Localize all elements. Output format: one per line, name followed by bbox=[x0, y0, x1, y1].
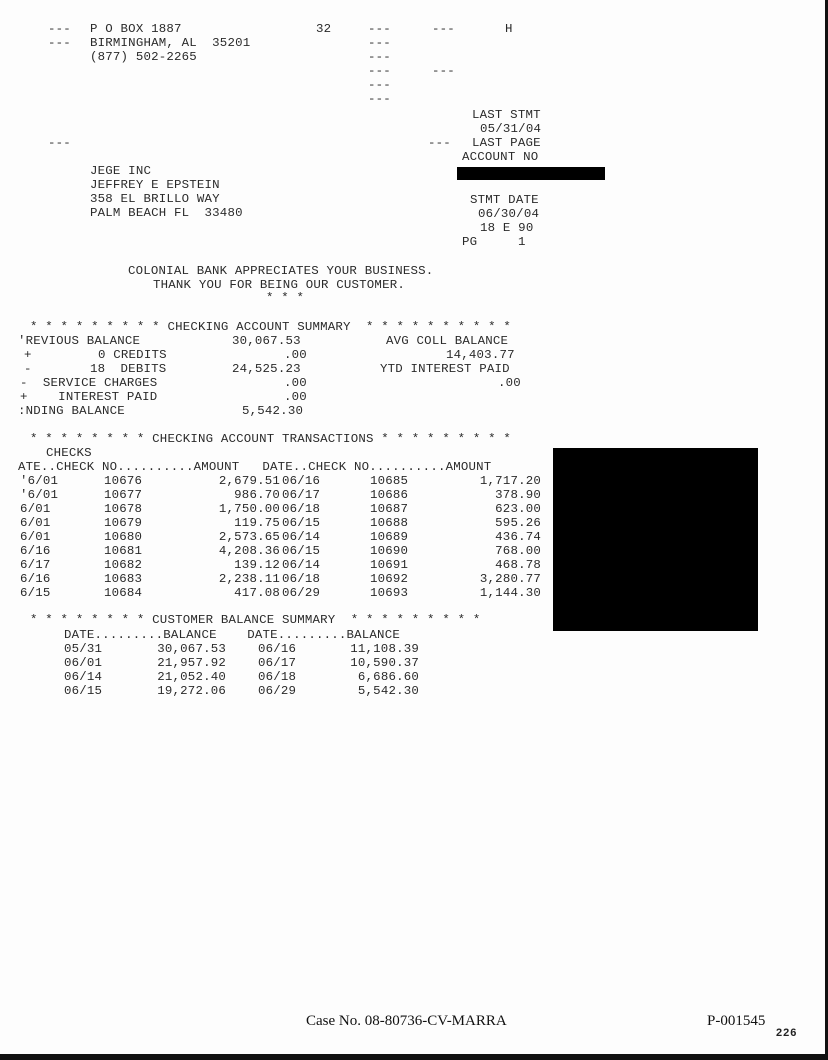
check-date: 06/15 bbox=[282, 544, 321, 558]
bank-phone: (877) 502-2265 bbox=[90, 50, 197, 64]
check-amount: 378.90 bbox=[495, 488, 541, 502]
balance-date: 06/01 bbox=[64, 656, 103, 670]
check-number: 10678 bbox=[104, 502, 143, 516]
balance-amount: 5,542.30 bbox=[357, 684, 419, 698]
check-amount: 3,280.77 bbox=[479, 572, 541, 586]
check-number: 10693 bbox=[370, 586, 409, 600]
check-amount: 1,750.00 bbox=[218, 502, 280, 516]
ending-balance-label: :NDING BALANCE bbox=[18, 404, 125, 418]
check-date: 6/01 bbox=[20, 530, 51, 544]
check-number: 10680 bbox=[104, 530, 143, 544]
check-amount: 436.74 bbox=[495, 530, 541, 544]
page-label: PG bbox=[462, 235, 478, 249]
balance-date: 06/29 bbox=[258, 684, 297, 698]
check-amount: 2,238.11 bbox=[218, 572, 280, 586]
dash-marker: --- bbox=[48, 136, 71, 150]
code-h: H bbox=[505, 22, 513, 36]
avg-coll-balance-label: AVG COLL BALANCE bbox=[386, 334, 509, 348]
customer-name: JEGE INC bbox=[90, 164, 152, 178]
balance-summary-header: * * * * * * * * CUSTOMER BALANCE SUMMARY * * * * * * * * * bbox=[30, 613, 481, 627]
dash-marker: --- bbox=[48, 22, 71, 36]
message-line-2: THANK YOU FOR BEING OUR CUSTOMER. bbox=[153, 278, 405, 292]
dash-marker: --- bbox=[368, 36, 391, 50]
dash-marker: --- bbox=[432, 22, 455, 36]
stmt-code: 18 E 90 bbox=[480, 221, 534, 235]
check-number: 10676 bbox=[104, 474, 143, 488]
summary-header: * * * * * * * * * CHECKING ACCOUNT SUMMARY * * * * * * * * * * bbox=[30, 320, 512, 334]
balance-amount: 30,067.53 bbox=[157, 642, 226, 656]
dash-marker: --- bbox=[368, 50, 391, 64]
check-number: 10690 bbox=[370, 544, 409, 558]
credits-sign: + bbox=[24, 348, 32, 362]
page-bottom-edge bbox=[0, 1054, 828, 1060]
check-number: 10689 bbox=[370, 530, 409, 544]
customer-city: PALM BEACH FL 33480 bbox=[90, 206, 243, 220]
check-date: 6/16 bbox=[20, 544, 51, 558]
check-number: 10685 bbox=[370, 474, 409, 488]
check-date: 6/01 bbox=[20, 516, 51, 530]
page-stamp: 226 bbox=[776, 1027, 798, 1039]
transactions-column-header: ATE..CHECK NO..........AMOUNT DATE..CHECK NO..........AMOUNT bbox=[18, 460, 492, 474]
balance-amount: 21,957.92 bbox=[157, 656, 226, 670]
checks-label: CHECKS bbox=[46, 446, 92, 460]
check-date: '6/01 bbox=[20, 488, 59, 502]
ytd-interest-label: YTD INTEREST PAID bbox=[380, 362, 510, 376]
ytd-interest-value: .00 bbox=[498, 376, 521, 390]
service-charges-label: - SERVICE CHARGES bbox=[20, 376, 158, 390]
form-code: 32 bbox=[316, 22, 332, 36]
check-number: 10691 bbox=[370, 558, 409, 572]
last-page-label: LAST PAGE bbox=[472, 136, 541, 150]
stmt-date-label: STMT DATE bbox=[470, 193, 539, 207]
account-no-label: ACCOUNT NO bbox=[462, 150, 539, 164]
check-date: 6/15 bbox=[20, 586, 51, 600]
check-amount: 4,208.36 bbox=[218, 544, 280, 558]
previous-balance-value: 30,067.53 bbox=[232, 334, 301, 348]
check-amount: 119.75 bbox=[234, 516, 280, 530]
balance-date: 06/15 bbox=[64, 684, 103, 698]
balance-amount: 21,052.40 bbox=[157, 670, 226, 684]
check-date: 6/17 bbox=[20, 558, 51, 572]
balance-date: 06/18 bbox=[258, 670, 297, 684]
check-date: 06/14 bbox=[282, 530, 321, 544]
previous-balance-label: 'REVIOUS BALANCE bbox=[18, 334, 141, 348]
dash-marker: --- bbox=[368, 22, 391, 36]
check-amount: 1,144.30 bbox=[479, 586, 541, 600]
customer-attention: JEFFREY E EPSTEIN bbox=[90, 178, 220, 192]
message-line-1: COLONIAL BANK APPRECIATES YOUR BUSINESS. bbox=[128, 264, 434, 278]
dash-marker: --- bbox=[368, 64, 391, 78]
credits-label: 0 CREDITS bbox=[98, 348, 167, 362]
message-stars: * * * bbox=[266, 291, 305, 305]
service-charges-value: .00 bbox=[284, 376, 307, 390]
check-number: 10677 bbox=[104, 488, 143, 502]
check-date: 6/16 bbox=[20, 572, 51, 586]
balance-amount: 19,272.06 bbox=[157, 684, 226, 698]
check-date: 06/17 bbox=[282, 488, 321, 502]
balance-amount: 6,686.60 bbox=[357, 670, 419, 684]
debits-label: 18 DEBITS bbox=[90, 362, 167, 376]
bank-po-box: P O BOX 1887 bbox=[90, 22, 182, 36]
interest-paid-value: .00 bbox=[284, 390, 307, 404]
bank-city: BIRMINGHAM, AL 35201 bbox=[90, 36, 251, 50]
debits-sign: - bbox=[24, 362, 32, 376]
check-number: 10684 bbox=[104, 586, 143, 600]
check-number: 10688 bbox=[370, 516, 409, 530]
check-amount: 417.08 bbox=[234, 586, 280, 600]
check-date: 06/14 bbox=[282, 558, 321, 572]
check-amount: 139.12 bbox=[234, 558, 280, 572]
balance-date: 06/16 bbox=[258, 642, 297, 656]
debits-value: 24,525.23 bbox=[232, 362, 301, 376]
check-amount: 595.26 bbox=[495, 516, 541, 530]
dash-marker: --- bbox=[368, 78, 391, 92]
check-date: '6/01 bbox=[20, 474, 59, 488]
customer-street: 358 EL BRILLO WAY bbox=[90, 192, 220, 206]
check-date: 06/15 bbox=[282, 516, 321, 530]
check-number: 10682 bbox=[104, 558, 143, 572]
balance-column-header: DATE.........BALANCE DATE.........BALANCE bbox=[64, 628, 400, 642]
check-number: 10686 bbox=[370, 488, 409, 502]
check-date: 06/29 bbox=[282, 586, 321, 600]
balance-date: 06/17 bbox=[258, 656, 297, 670]
dash-marker: --- bbox=[48, 36, 71, 50]
check-amount: 2,573.65 bbox=[218, 530, 280, 544]
check-number: 10679 bbox=[104, 516, 143, 530]
redacted-account-number bbox=[457, 167, 605, 180]
interest-paid-label: + INTEREST PAID bbox=[20, 390, 158, 404]
bates-number: P-001545 bbox=[707, 1013, 766, 1029]
check-amount: 623.00 bbox=[495, 502, 541, 516]
dash-marker: --- bbox=[428, 136, 451, 150]
redacted-block bbox=[553, 448, 758, 631]
check-date: 06/18 bbox=[282, 502, 321, 516]
credits-value: .00 bbox=[284, 348, 307, 362]
balance-date: 06/14 bbox=[64, 670, 103, 684]
ending-balance-value: 5,542.30 bbox=[242, 404, 304, 418]
balance-amount: 10,590.37 bbox=[350, 656, 419, 670]
check-number: 10683 bbox=[104, 572, 143, 586]
check-amount: 1,717.20 bbox=[479, 474, 541, 488]
check-number: 10681 bbox=[104, 544, 143, 558]
avg-coll-balance-value: 14,403.77 bbox=[446, 348, 515, 362]
dash-marker: --- bbox=[432, 64, 455, 78]
stmt-date: 06/30/04 bbox=[478, 207, 540, 221]
check-amount: 468.78 bbox=[495, 558, 541, 572]
check-date: 06/18 bbox=[282, 572, 321, 586]
check-number: 10687 bbox=[370, 502, 409, 516]
page-number: 1 bbox=[518, 235, 526, 249]
check-amount: 2,679.51 bbox=[218, 474, 280, 488]
check-number: 10692 bbox=[370, 572, 409, 586]
balance-date: 05/31 bbox=[64, 642, 103, 656]
balance-amount: 11,108.39 bbox=[350, 642, 419, 656]
check-amount: 986.70 bbox=[234, 488, 280, 502]
last-stmt-label: LAST STMT bbox=[472, 108, 541, 122]
case-number: Case No. 08-80736-CV-MARRA bbox=[306, 1013, 507, 1029]
last-stmt-date: 05/31/04 bbox=[480, 122, 542, 136]
check-amount: 768.00 bbox=[495, 544, 541, 558]
transactions-header: * * * * * * * * CHECKING ACCOUNT TRANSACTIONS * * * * * * * * * bbox=[30, 432, 512, 446]
check-date: 6/01 bbox=[20, 502, 51, 516]
check-date: 06/16 bbox=[282, 474, 321, 488]
dash-marker: --- bbox=[368, 92, 391, 106]
